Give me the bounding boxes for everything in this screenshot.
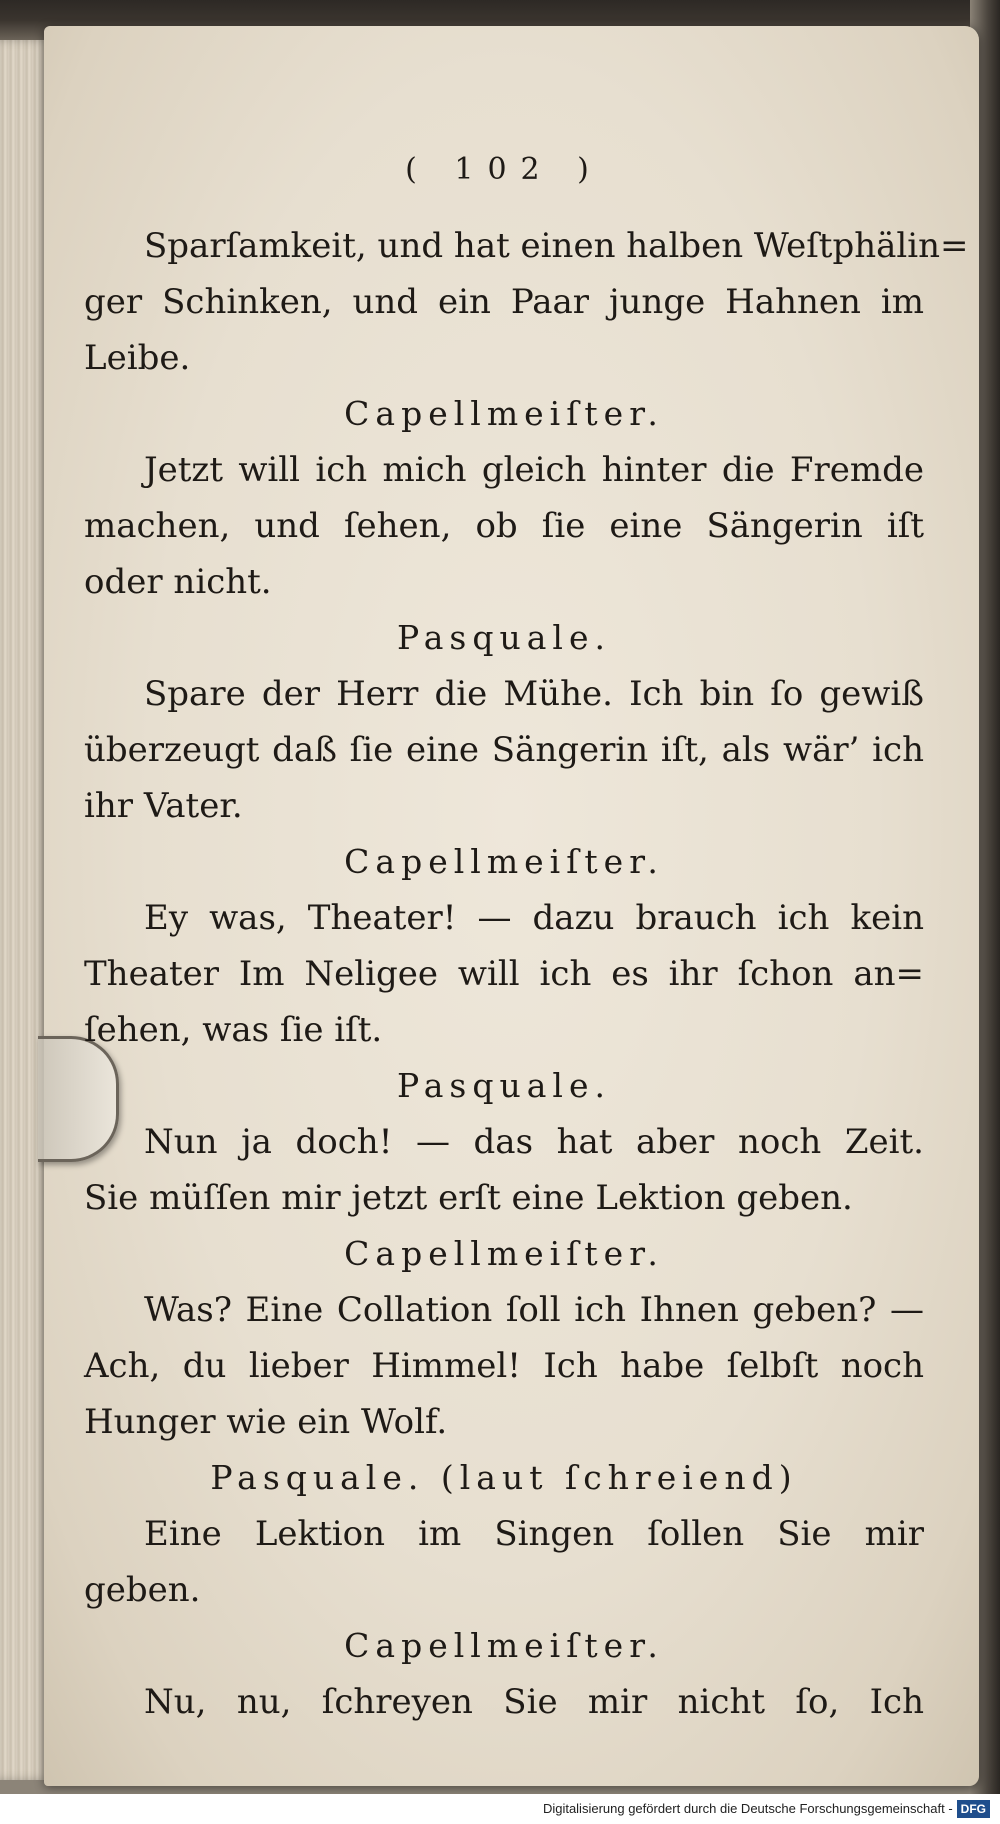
text-line: Leibe. [84,338,191,378]
text-line: Spare der Herr die Mühe. Ich bin ſo gewiß [144,674,924,714]
speaker-name: Capellmeiſter. [344,1626,664,1665]
speaker-name: Capellmeiſter. [344,1234,664,1273]
text-line: Eine Lektion im Singen ſollen Sie mir [144,1514,924,1554]
text-line: geben. [84,1570,201,1610]
speaker-name: Pasquale. (laut ſchreiend) [210,1458,798,1497]
text-line: Theater Im Neligee will ich es ihr ſchon an= [84,954,924,994]
text-line: ihr Vater. [84,786,243,826]
speaker-name: Capellmeiſter. [344,842,664,881]
text-line: ſehen, was ſie iſt. [84,1010,383,1050]
text-line: überzeugt daß ſie eine Sängerin iſt, als wär’ ich [84,730,924,770]
text-line: Jetzt will ich mich gleich hinter die Fremde [144,450,924,490]
speaker-name: Pasquale. [397,618,611,657]
text-line: Was? Eine Collation ſoll ich Ihnen geben? — [144,1290,924,1330]
text-line: Ach, du lieber Himmel! Ich habe ſelbſt noch [84,1346,924,1386]
text-line: oder nicht. [84,562,272,602]
text-line: Ey was, Theater! — dazu brauch ich kein [144,898,924,938]
footer [0,1794,1000,1824]
footer-credit: Digitalisierung gefördert durch die Deutsche Forschungsgemeinschaft - [542,1801,953,1816]
text-line: Hunger wie ein Wolf. [84,1402,448,1442]
page-number: ( 102 ) [405,152,603,187]
speaker-name: Capellmeiſter. [344,394,664,433]
speaker-name: Pasquale. [397,1066,611,1105]
text-line: machen, und ſehen, ob ſie eine Sängerin iſt [84,506,924,546]
page-content [84,150,969,1730]
text-line: Nu, nu, ſchreyen Sie mir nicht ſo, Ich [144,1682,924,1722]
dfg-logo: DFG [957,1800,990,1818]
text-line: ger Schinken, und ein Paar junge Hahnen im [84,282,924,322]
text-line: Sie müſſen mir jetzt erſt eine Lektion geben. [84,1178,853,1218]
text-blocks [84,218,969,1730]
text-line: Sparſamkeit, und hat einen halben Weſtphälin= [144,226,969,266]
text-line: Nun ja doch! — das hat aber noch Zeit. [144,1122,924,1162]
